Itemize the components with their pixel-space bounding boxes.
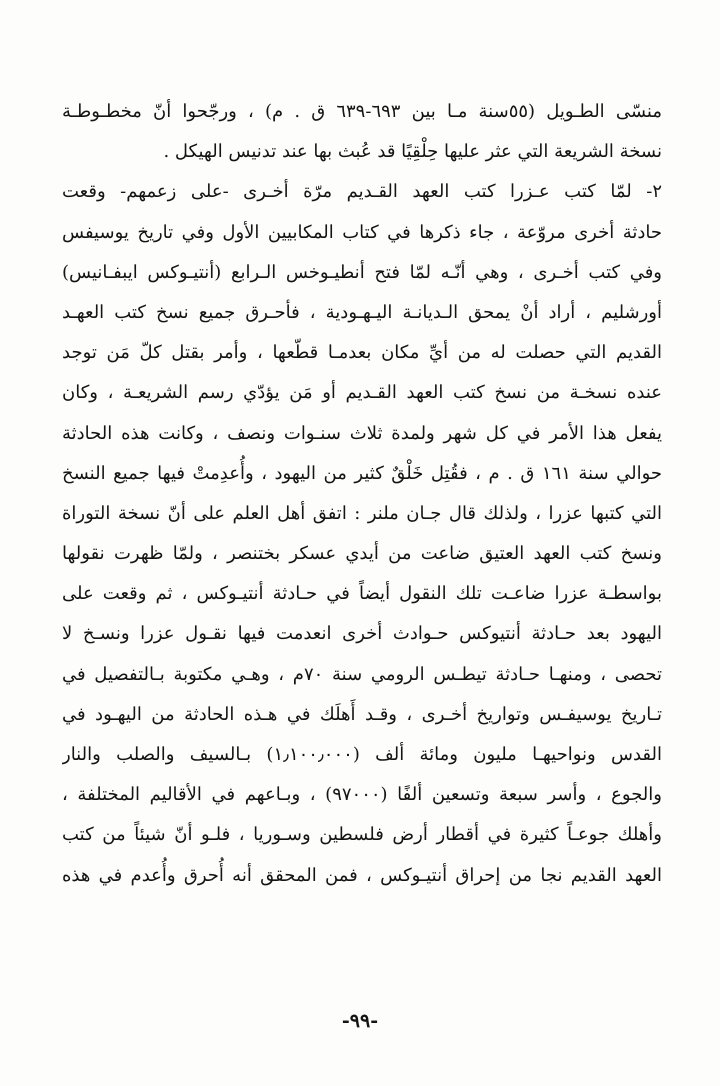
text-line-13: بواسطـة عزرا ضاعـت تلك النقول أيضاً في حـادثة أنتيـوكس ، ثم وقعت على <box>62 583 662 605</box>
text-line-11: التي كتبها عزرا ، ولذلك قال جـان ملنر : اتفق أهل العلم على أنّ نسخة التوراة <box>62 502 662 524</box>
text-line-14: اليهود بعد حـادثة أنتيوكس حـوادث أخرى انعدمت فيها نقـول عزرا ونسـخ لا <box>62 623 662 645</box>
text-line-6: أورشليم ، أراد أنْ يمحق الـديانـة اليـهـودية ، فأحـرق جميع نسخ كتب العهـد <box>62 301 662 323</box>
text-line-19: وأهلك جوعـاً كثيرة في أقطار أرض فلسطين وسـوريا ، فلـو أنّ شيئاً من كتب <box>62 824 662 846</box>
text-line-4: حادثة أخرى مروّعة ، جاء ذكرها في كتاب المكابيين الأول وفي تاريخ يوسيفس <box>62 221 662 243</box>
text-line-17: القدس ونواحيهـا مليون ومائة ألف (١٫١٠٠٫٠٠٠) بـالسيف والصلب والنار <box>62 744 662 765</box>
body-text <box>62 92 662 896</box>
text-line-7: القديم التي حصلت له من أيِّ مكان بعدمـا قطّعها ، وأمر بقتل كلّ مَن توجد <box>62 342 662 364</box>
text-line-16: تـاريخ يوسيفـس وتواريخ أخـرى ، وقـد أَهلَك في هـذه الحادثة من اليهـود في <box>62 703 662 725</box>
text-line-9: يفعل هذا الأمر في كل شهر ولمدة ثلاث سنـوات ونصف ، وكانت هذه الحادثة <box>62 422 662 444</box>
text-line-18: والجوع ، وأسر سبعة وتسعين ألفًا (٩٧٠٠٠) ، وبـاعهم في الأقاليم المختلفة ، <box>62 784 662 806</box>
text-line-12: ونسخ كتب العهد العتيق ضاعت من أيدي عسكر بختنصر ، ولمّا ظهرت نقولها <box>62 543 662 565</box>
text-line-3: ٢- لمّا كتب عـزرا كتب العهد القـديم مرّة أخـرى -على زعمهم- وقعت <box>62 181 662 203</box>
text-line-2: نسخة الشريعة التي عثر عليها حِلْقِيًا قد عُبث بها عند تدنيس الهيكل . <box>163 141 662 163</box>
text-line-8: عنده نسخـة من نسخ كتب العهد القـديم أو مَن يؤدّي رسم الشريعـة ، وكان <box>62 382 662 404</box>
text-line-15: تحصى ، ومنهـا حـادثة تيطـس الرومي سنة ٧٠م ، وهـي مكتوبة بـالتفصيل في <box>62 663 662 685</box>
page-number: -٩٩- <box>341 1010 379 1032</box>
text-line-1: منسّى الطـويل (٥٥سنة مـا بين ٦٩٣-٦٣٩ ق . م) ، ورجّحوا أنّ مخطـوطـة <box>62 101 662 122</box>
text-line-10: حوالي سنة ١٦١ ق . م ، فقُتِل خَلْقٌ كثير من اليهود ، وأُعدِمتْ فيها جميع النسخ <box>62 462 662 484</box>
text-line-5: وفي كتب أخـرى ، وهي أنّـه لمّا فتح أنطيـوخس الـرابع (أنتيـوكس ايبفـانيس) <box>62 261 662 283</box>
text-line-20: العهد القديم نجا من إحراق أنتيـوكس ، فمن المحقق أنه أُحرق وأُعدم في هذه <box>62 864 662 886</box>
